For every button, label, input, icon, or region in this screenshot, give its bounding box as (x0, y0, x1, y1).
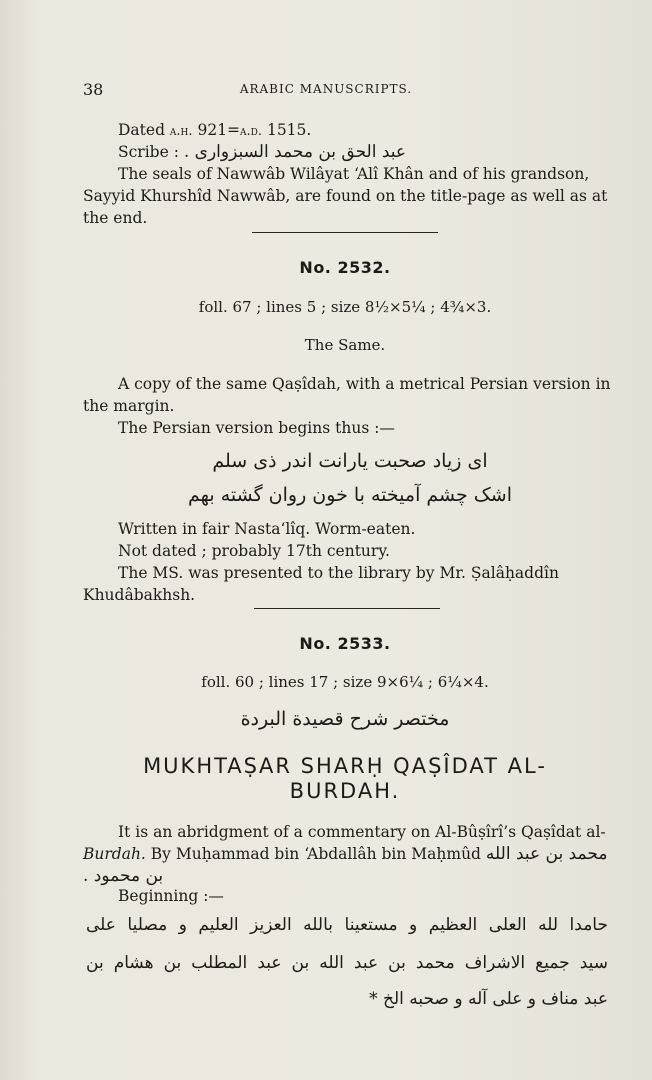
written-line: Written in fair Nasta‘lîq. Worm-eaten. (118, 520, 416, 538)
entry-number-2532: No. 2532. (299, 258, 391, 277)
seals-line-3: the end. (83, 209, 148, 227)
scribe-line: Scribe : عبد الحق بن محمد السبزواری . (118, 142, 407, 162)
section-divider (254, 608, 440, 609)
persian-verse-1: ای زیاد صحبت یارانت اندر ذی سلم (212, 450, 488, 472)
begins-line: The Persian version begins thus :— (118, 419, 395, 437)
desc-2533-line-3: بن محمود . (83, 866, 164, 886)
work-title-line-2: BURDAH. (289, 779, 401, 803)
arabic-title: مختصر شرح قصيدة البردة (240, 708, 450, 730)
desc-2533-line-2: Burdah. By Muḥammad bin ‘Abdallâh bin Maḥmûd محمد بن عبد الله (83, 844, 608, 864)
scribe-arabic: عبد الحق بن محمد السبزواری . (183, 142, 407, 162)
not-dated-line: Not dated ; probably 17th century. (118, 542, 390, 560)
running-title: ARABIC MANUSCRIPTS. (239, 82, 413, 96)
persian-verse-2: اشک چشم آمیخته با خون روان گشته بهم (188, 484, 512, 506)
entry-number-2533: No. 2533. (299, 634, 391, 653)
beginning-label: Beginning :— (118, 887, 224, 905)
subtitle-same: The Same. (304, 336, 386, 354)
seals-line-2: Sayyid Khurshîd Nawwâb, are found on the title-page as well as at (83, 187, 608, 205)
collation-2532: foll. 67 ; lines 5 ; size 8½×5¼ ; 4¾×3. (198, 298, 492, 316)
seals-line-1: The seals of Nawwâb Wilâyat ‘Alî Khân and of his grandson, (118, 165, 590, 183)
collation-2533: foll. 60 ; lines 17 ; size 9×6¼ ; 6¼×4. (201, 673, 489, 691)
beginning-arabic-line-3: عبد مناف و على آله و صحبه الخ * (369, 989, 608, 1009)
beginning-arabic-line-1: حامدا لله العلى العظيم و مستعينا بالله العزيز العليم و مصليا على (86, 915, 608, 935)
dated-line: Dated a.h. 921=a.d. 1515. (118, 121, 312, 139)
desc-2532-line-2: the margin. (83, 397, 175, 415)
beginning-arabic-line-2: سيد جميع الاشراف محمد بن عبد الله بن عبد المطلب بن هشام بن (86, 953, 608, 973)
section-divider (252, 232, 438, 233)
work-title-line-1: MUKHTAṢAR SHARḤ QAṢÎDAT AL- (143, 754, 547, 778)
presented-line-2: Khudâbakhsh. (83, 586, 196, 604)
page-number: 38 (83, 80, 104, 99)
presented-line-1: The MS. was presented to the library by Mr. Ṣalâḥaddîn (118, 564, 559, 582)
desc-2532-line-1: A copy of the same Qaṣîdah, with a metrical Persian version in (118, 375, 611, 393)
desc-2533-line-1: It is an abridgment of a commentary on Al-Bûṣîrî’s Qaṣîdat al- (118, 823, 606, 841)
